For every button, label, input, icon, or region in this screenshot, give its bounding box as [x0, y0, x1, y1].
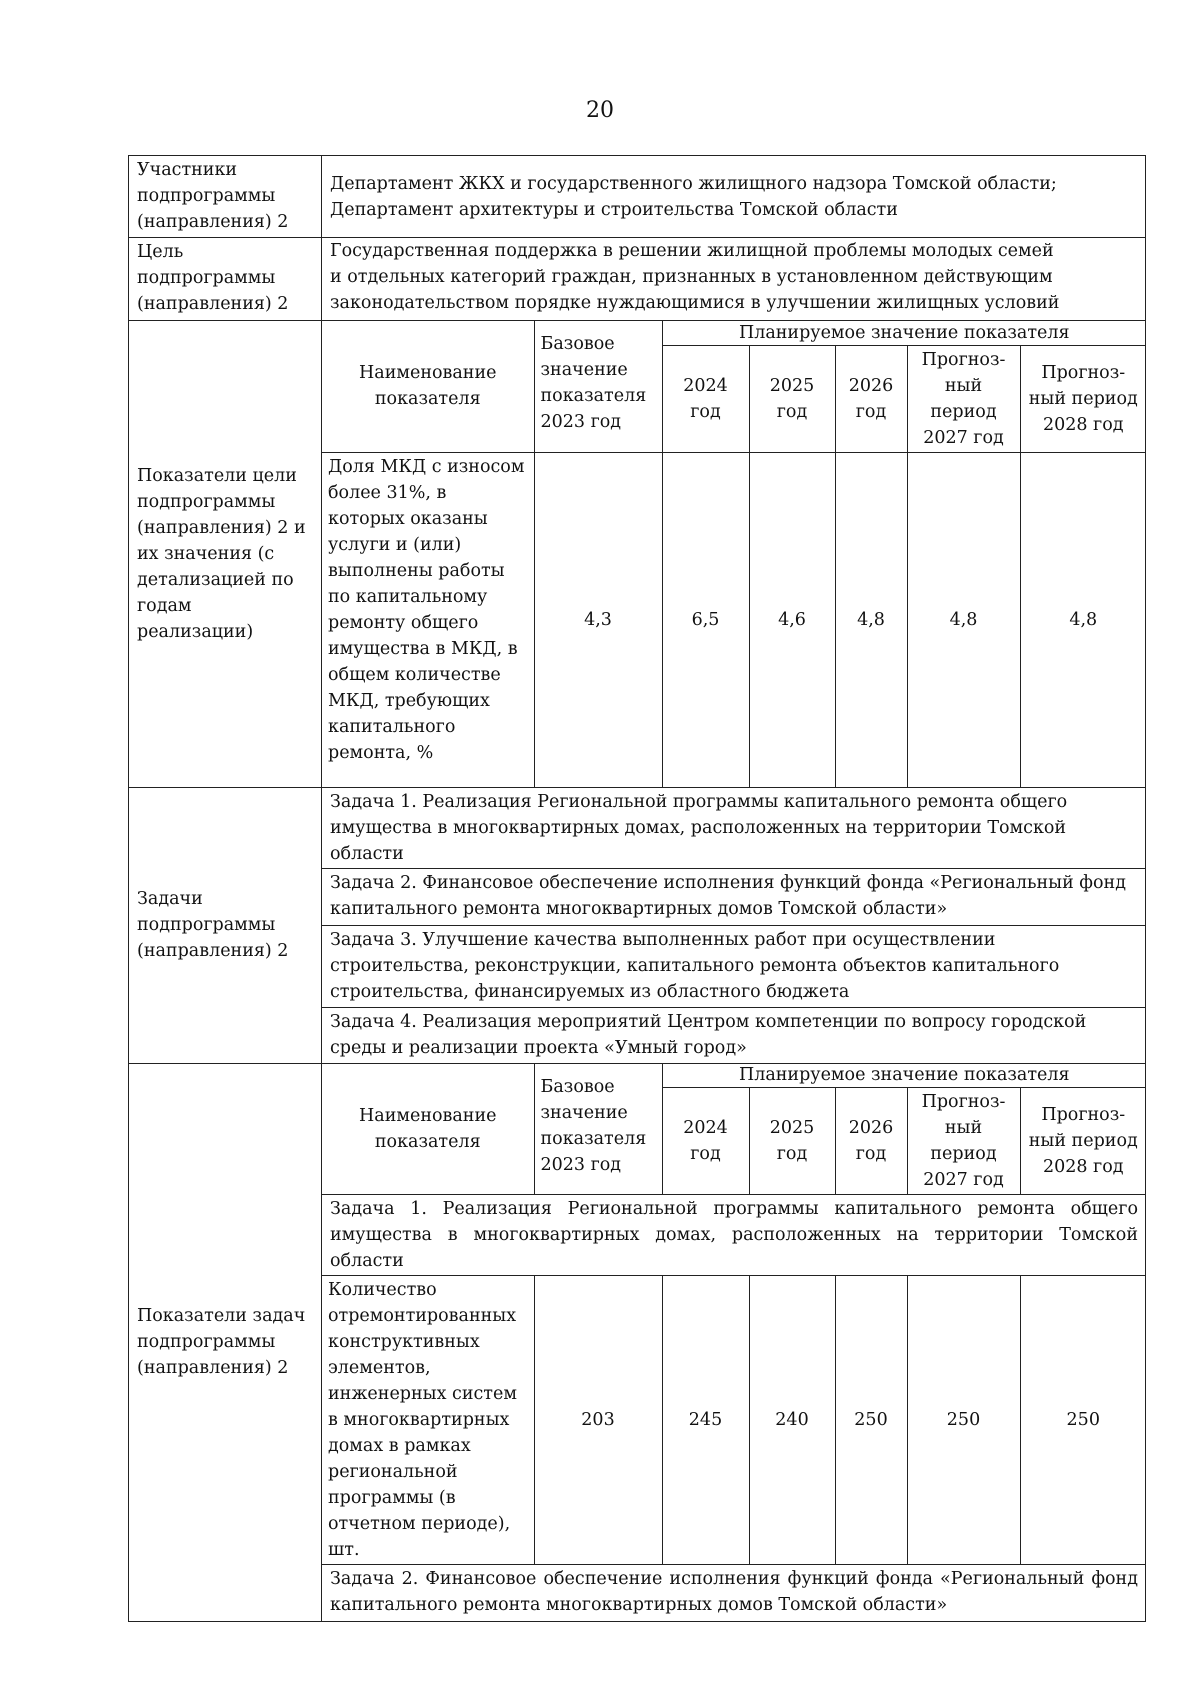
- task-item: Задача 4. Реализация мероприятий Центром компетенции по вопросу городской среды и реализации проекта «Умный город»: [322, 1008, 1145, 1063]
- goal-text: [322, 238, 1146, 321]
- header-year-2026: 2026 год: [835, 345, 907, 452]
- tasks-label: Задачи подпрограммы (направления) 2: [129, 788, 322, 1064]
- task-indicators-cell: [322, 1063, 1146, 1621]
- task-indicators-row: [129, 1063, 1146, 1621]
- value-2028: 250: [1020, 1276, 1146, 1565]
- value-2025: 240: [749, 1276, 835, 1565]
- value-base: 203: [534, 1276, 662, 1565]
- tasks-cell: [322, 788, 1146, 1064]
- goal-line-1: Государственная поддержка в решении жилищной проблемы молодых семей: [330, 241, 1054, 261]
- value-2025: 4,6: [749, 452, 835, 787]
- header-forecast-2028: Прогноз-ный период 2028 год: [1020, 1088, 1146, 1195]
- goal-indicators-label: Показатели цели подпрограммы (направления) 2 и их значения (с детализацией по годам реализации): [129, 321, 322, 788]
- task-indicators-label: Показатели задач подпрограммы (направления) 2: [129, 1063, 322, 1621]
- participants-line-2: Департамент архитектуры и строительства Томской области: [330, 199, 898, 220]
- header-planned-value: Планируемое значение показателя: [662, 1064, 1146, 1088]
- header-forecast-2027: Прогноз-ный период 2027 год: [907, 345, 1020, 452]
- indicator-name: Доля МКД с износом более 31%, в которых оказаны услуги и (или) выполнены работы по капитальному ремонту общего имущества в МКД, в общем количестве МКД, требующих капитального ремонта, %: [322, 452, 534, 787]
- subprogram-passport-table: [128, 155, 1146, 1622]
- value-2027: 250: [907, 1276, 1020, 1565]
- goal-label: Цель подпрограммы (направления) 2: [129, 238, 322, 321]
- task1-caption: Задача 1. Реализация Региональной программы капитального ремонта общего имущества в многоквартирных домах, расположенных на территории Томской области: [322, 1195, 1146, 1276]
- header-indicator-name: Наименование показателя: [322, 1064, 534, 1195]
- task2-caption: Задача 2. Финансовое обеспечение исполнения функций фонда «Региональный фонд капитального ремонта многоквартирных домов Томской области»: [322, 1565, 1146, 1621]
- value-2026: 4,8: [835, 452, 907, 787]
- task-indicators-table: [322, 1064, 1146, 1621]
- participants-row: [129, 156, 1146, 238]
- goal-indicators-cell: [322, 321, 1146, 788]
- value-2024: 245: [662, 1276, 749, 1565]
- goal-row: [129, 238, 1146, 321]
- participants-line-1: Департамент ЖКХ и государственного жилищного надзора Томской области;: [330, 173, 1057, 194]
- task-item: Задача 3. Улучшение качества выполненных работ при осуществлении строительства, реконструкции, капитального ремонта объектов капитального строительства, финансируемых из областного бюджета: [322, 926, 1145, 1008]
- participants-text: [322, 156, 1146, 238]
- value-2026: 250: [835, 1276, 907, 1565]
- tasks-row: [129, 788, 1146, 1064]
- goal-indicators-table: [322, 321, 1146, 787]
- task-item: Задача 1. Реализация Региональной программы капитального ремонта общего имущества в многоквартирных домах, расположенных на территории Томской области: [322, 788, 1145, 869]
- value-base: 4,3: [534, 452, 662, 787]
- value-2027: 4,8: [907, 452, 1020, 787]
- header-forecast-2028: Прогноз-ный период 2028 год: [1020, 345, 1146, 452]
- header-indicator-name: Наименование показателя: [322, 321, 534, 452]
- header-year-2025: 2025 год: [749, 345, 835, 452]
- page-number: 20: [586, 98, 614, 123]
- header-year-2026: 2026 год: [835, 1088, 907, 1195]
- value-2024: 6,5: [662, 452, 749, 787]
- value-2028: 4,8: [1020, 452, 1146, 787]
- header-base-value: Базовое значение показателя 2023 год: [534, 321, 662, 452]
- participants-label: Участники подпрограммы (направления) 2: [129, 156, 322, 238]
- goal-line-3: законодательством порядке нуждающимися в улучшении жилищных условий: [330, 293, 1060, 313]
- goal-indicators-row: [129, 321, 1146, 788]
- goal-line-2: и отдельных категорий граждан, признанных в установленном действующим: [330, 267, 1053, 287]
- header-forecast-2027: Прогноз-ный период 2027 год: [907, 1088, 1020, 1195]
- task-item: Задача 2. Финансовое обеспечение исполнения функций фонда «Региональный фонд капитального ремонта многоквартирных домов Томской области»: [322, 869, 1145, 926]
- header-year-2025: 2025 год: [749, 1088, 835, 1195]
- header-planned-value: Планируемое значение показателя: [662, 321, 1146, 345]
- header-year-2024: 2024 год: [662, 1088, 749, 1195]
- header-base-value: Базовое значение показателя 2023 год: [534, 1064, 662, 1195]
- header-year-2024: 2024 год: [662, 345, 749, 452]
- tasks-table: [322, 788, 1145, 1063]
- indicator-name: Количество отремонтированных конструктивных элементов, инженерных систем в многоквартирных домах в рамках региональной программы (в отчетном периоде), шт.: [322, 1276, 534, 1565]
